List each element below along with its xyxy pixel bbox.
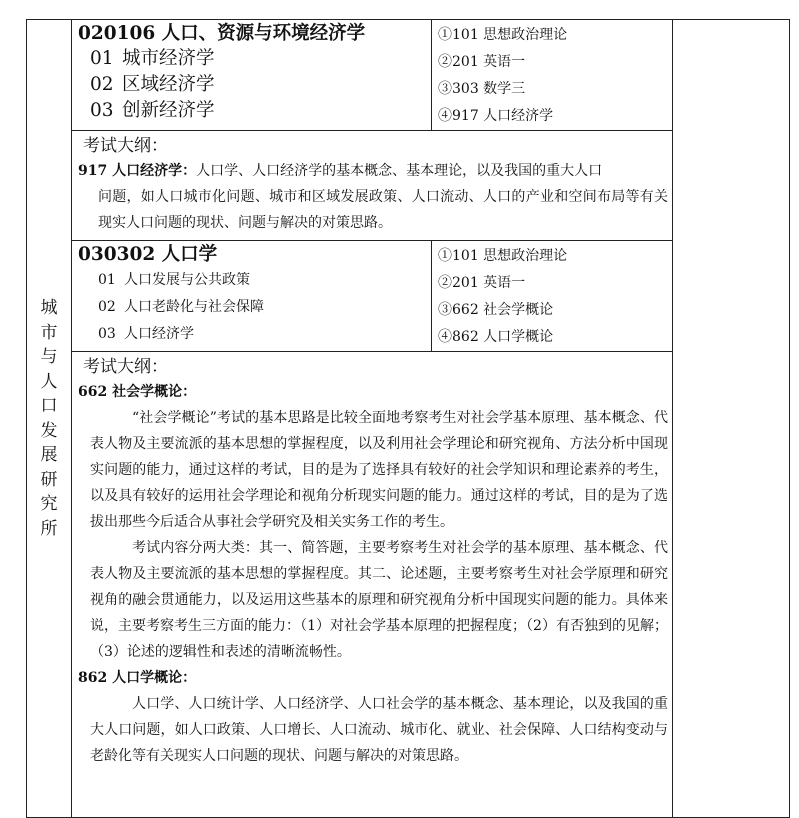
direction-item: 02 人口老龄化与社会保障 — [98, 299, 264, 315]
outline-paragraph: “社会学概论”考试的基本思路是比较全面地考察考生对社会学基本原理、基本概念、代表人物及主要流派的基本思想的掌握程度，以及利用社会学理论和研究视角、方法分析中国现实问题的能力，通过这样的考试，目的是为了选择具有较好的社会学知识和理论素养的考生，以及具有较好的运用社会学理论和视角分析现实问题的能力。通过这样的考试，目的是为了选拔出那些今后适合从事社会学研究及相关实务工作的考生。 — [90, 410, 668, 530]
department-cell — [27, 20, 72, 818]
major-code-title: 020106 人口、资源与环境经济学 — [78, 23, 366, 44]
direction-item: 02 区域经济学 — [90, 74, 215, 95]
exam-subject: ④862 人口学概论 — [438, 329, 554, 345]
exam-subject: ②201 英语一 — [438, 54, 526, 70]
program-table — [26, 19, 790, 818]
outline-title: 考试大纲： — [83, 136, 168, 156]
direction-item: 01 人口发展与公共政策 — [98, 272, 250, 288]
direction-item: 03 创新经济学 — [90, 100, 215, 121]
exam-subject: ②201 英语一 — [438, 275, 526, 291]
direction-item: 03 人口经济学 — [98, 326, 194, 342]
major-code-title: 030302 人口学 — [78, 244, 218, 265]
subject-heading: 862 人口学概论： — [78, 670, 197, 686]
major-cell — [72, 241, 432, 352]
outline-paragraph: 考试内容分两大类：其一、简答题，主要考察考生对社会学的基本原理、基本概念、代表人物及主要流派的基本思想的掌握程度。其二、论述题，主要考察考生对社会学原理和研究视角的融会贯通能力，以及运用这些基本的原理和研究视角分析中国现实问题的能力。具体来说，主要考察考生三方面的能力：（1）对社会学基本原理的把握程度；（2）有否独到的见解；（3）论述的逻辑性和表述的清晰流畅性。 — [90, 540, 668, 660]
department-name: 城市与人口发展研究所 — [40, 298, 58, 539]
exam-subject: ③303 数学三 — [438, 81, 526, 97]
exam-subject: ③662 社会学概论 — [438, 302, 554, 318]
exam-subjects-cell — [432, 241, 673, 352]
outline-cell — [72, 352, 673, 818]
exam-subject: ①101 思想政治理论 — [438, 27, 568, 43]
major-cell — [72, 20, 432, 131]
remarks-cell — [673, 20, 790, 818]
outline-cell — [72, 131, 673, 241]
outline-paragraph: 问题，如人口城市化问题、城市和区域发展政策、人口流动、人口的产业和空间布局等有关现实人口问题的现状、问题与解决的对策思路。 — [98, 189, 668, 231]
outline-paragraph: 人口学、人口统计学、人口经济学、人口社会学的基本概念、基本理论，以及我国的重大人口问题，如人口政策、人口增长、人口流动、城市化、就业、社会保障、人口结构变动与老龄化等有关现实人口问题的现状、问题与解决的对策思路。 — [90, 696, 668, 764]
subject-heading: 662 社会学概论： — [78, 384, 197, 400]
outline-title: 考试大纲： — [83, 357, 168, 377]
exam-subject: ①101 思想政治理论 — [438, 248, 568, 264]
exam-subject: ④917 人口经济学 — [438, 108, 554, 124]
exam-subjects-cell — [432, 20, 673, 131]
subject-heading: 917 人口经济学： — [78, 163, 197, 179]
outline-paragraph: 917 人口经济学：人口学、人口经济学的基本概念、基本理论，以及我国的重大人口 — [78, 163, 603, 179]
major-row — [27, 20, 790, 131]
direction-item: 01 城市经济学 — [90, 48, 215, 69]
